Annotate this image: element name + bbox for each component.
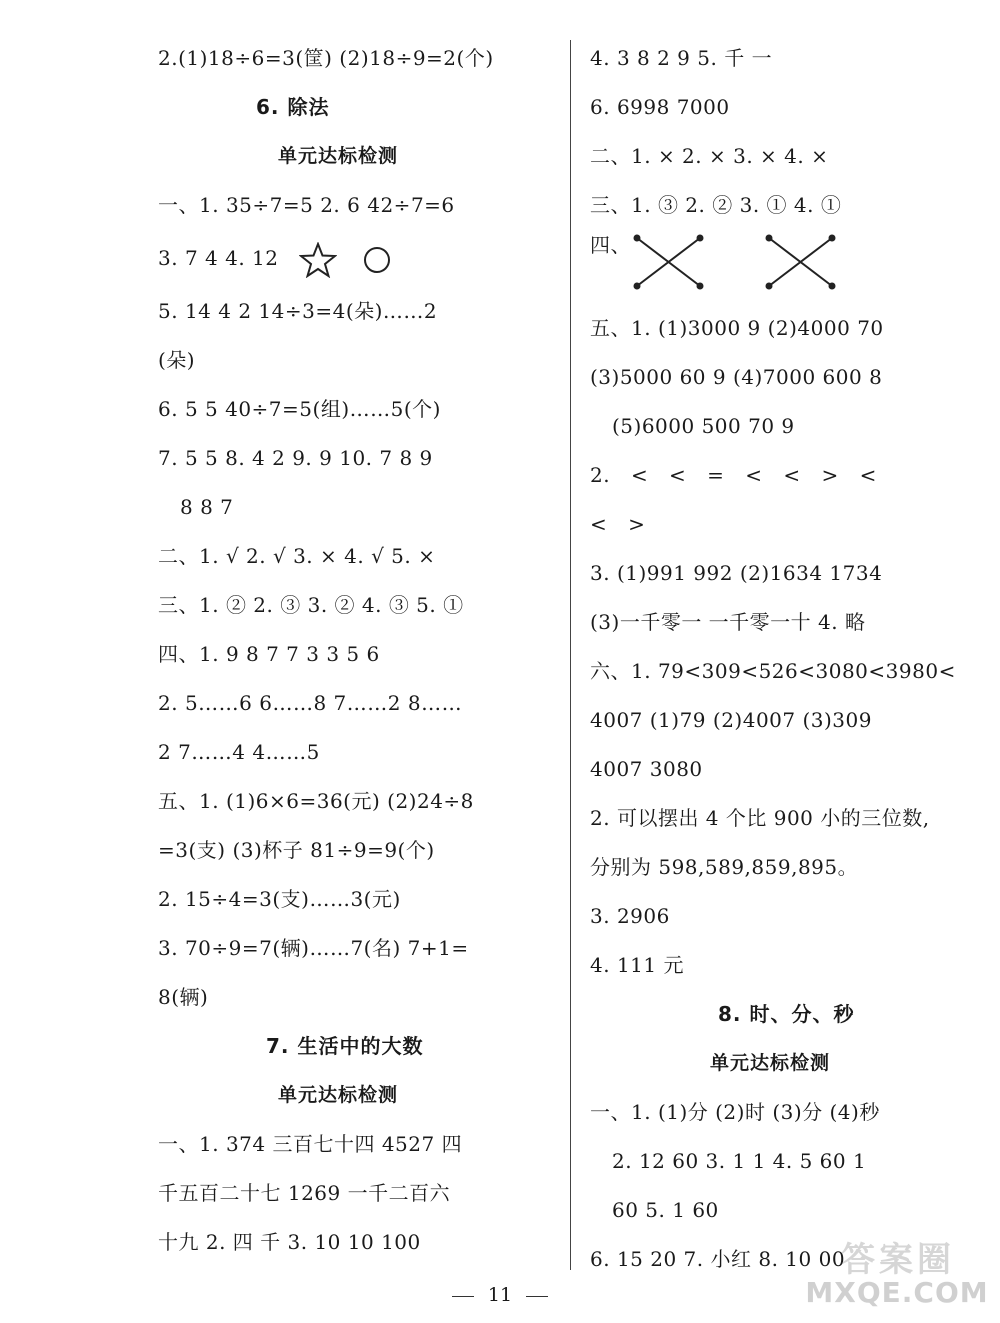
section-subtitle: 单元达标检测	[278, 1084, 399, 1106]
answer-line: (朵)	[158, 348, 196, 372]
answer-line: 五、1. (1)6×6=36(元) (2)24÷8	[158, 789, 474, 813]
circle-icon	[362, 245, 392, 275]
answer-line: 8(辆)	[158, 985, 209, 1009]
answer-line: 7. 5 5 8. 4 2 9. 9 10. 7 8 9	[158, 446, 433, 470]
answer-line: 六、1. 79<309<526<3080<3980<	[590, 659, 956, 683]
answer-line: 3. (1)991 992 (2)1634 1734	[590, 561, 883, 585]
answer-line: 4007 (1)79 (2)4007 (3)309	[590, 708, 872, 732]
section-subtitle: 单元达标检测	[278, 145, 399, 167]
answer-line: 5. 14 4 2 14÷3=4(朵)……2	[158, 299, 438, 323]
page-number-dash	[452, 1296, 474, 1297]
answer-line: 四、1. 9 8 7 7 3 3 5 6	[158, 642, 380, 666]
answer-line: 6. 15 20 7. 小红 8. 10 00	[590, 1247, 846, 1271]
section-title: 8. 时、分、秒	[718, 1002, 855, 1026]
answer-line-with-shapes	[158, 230, 553, 287]
answer-line: < >	[590, 512, 646, 536]
answer-line: 分别为 598,589,859,895。	[590, 855, 859, 879]
answer-line: 6. 5 5 40÷7=5(组)……5(个)	[158, 397, 441, 421]
answer-line: 2. 5……6 6……8 7……2 8……	[158, 691, 463, 715]
answer-line: (5)6000 500 70 9	[612, 414, 795, 438]
answer-line: 60 5. 1 60	[612, 1198, 719, 1222]
watermark	[802, 1228, 992, 1318]
answer-line: 二、1. × 2. × 3. × 4. ×	[590, 144, 829, 168]
section-title: 7. 生活中的大数	[266, 1034, 424, 1058]
watermark-site: MXQE.COM	[805, 1276, 989, 1309]
column-divider	[570, 40, 571, 1270]
right-column	[590, 34, 985, 1284]
answer-line: 3. 2906	[590, 904, 670, 928]
answer-text: 3. 7 4 4. 12	[158, 246, 279, 270]
answer-line: 三、1. ③ 2. ② 3. ① 4. ①	[590, 193, 842, 217]
answer-line: (3)一千零一 一千零一十 4. 略	[590, 610, 866, 634]
answer-line: =3(支) (3)杯子 81÷9=9(个)	[158, 838, 435, 862]
answer-line: 二、1. √ 2. √ 3. × 4. √ 5. ×	[158, 544, 436, 568]
answer-line: (3)5000 60 9 (4)7000 600 8	[590, 365, 883, 389]
answer-line: 8 8 7	[180, 495, 234, 519]
cross-lines-diagram	[764, 234, 839, 294]
section-subtitle: 单元达标检测	[710, 1052, 831, 1074]
answer-label: 四、	[590, 233, 631, 257]
answer-line: 2 7……4 4……5	[158, 740, 320, 764]
answer-line: 2. < < = < < > <	[590, 463, 877, 487]
answer-line: 2.(1)18÷6=3(筐) (2)18÷9=2(个)	[158, 46, 494, 70]
answer-line: 2. 可以摆出 4 个比 900 小的三位数,	[590, 806, 930, 830]
cross-lines-diagram	[632, 234, 707, 294]
page-number-dash	[526, 1296, 548, 1297]
answer-line: 4007 3080	[590, 757, 703, 781]
answer-line: 2. 15÷4=3(支)……3(元)	[158, 887, 401, 911]
answer-line: 十九 2. 四 千 3. 10 10 100	[158, 1230, 421, 1254]
answer-line: 4. 3 8 2 9 5. 千 一	[590, 46, 773, 70]
section-title: 6. 除法	[256, 95, 330, 119]
answer-line: 一、1. 35÷7=5 2. 6 42÷7=6	[158, 193, 455, 217]
answer-line: 6. 6998 7000	[590, 95, 730, 119]
star-icon	[299, 242, 337, 278]
page-number-value: 11	[487, 1284, 513, 1306]
answer-line: 一、1. (1)分 (2)时 (3)分 (4)秒	[590, 1100, 880, 1124]
answer-line: 一、1. 374 三百七十四 4527 四	[158, 1132, 463, 1156]
answer-line: 千五百二十七 1269 一千二百六	[158, 1181, 451, 1205]
watermark-logo: 答案圈	[841, 1240, 955, 1280]
matching-answer-line	[590, 230, 985, 304]
answer-line: 五、1. (1)3000 9 (2)4000 70	[590, 316, 884, 340]
answer-line: 2. 12 60 3. 1 1 4. 5 60 1	[612, 1149, 867, 1173]
answer-line: 3. 70÷9=7(辆)……7(名) 7+1=	[158, 936, 469, 960]
answer-line: 三、1. ② 2. ③ 3. ② 4. ③ 5. ①	[158, 593, 464, 617]
left-column	[158, 34, 553, 1267]
answer-line: 4. 111 元	[590, 953, 684, 977]
